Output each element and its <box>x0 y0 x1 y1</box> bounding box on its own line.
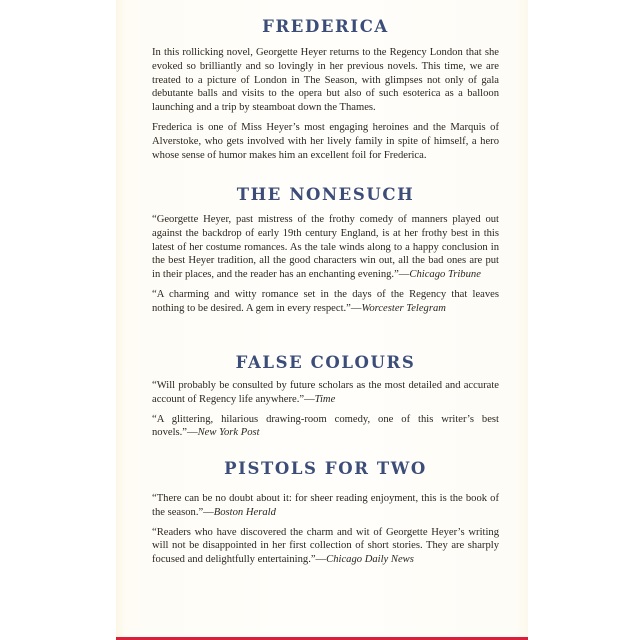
section-title-false-colours: FALSE COLOURS <box>235 353 416 372</box>
quote-source: Boston Herald <box>213 506 276 518</box>
section-body-frederica <box>152 46 499 168</box>
quote-text: “Georgette Heyer, past mistress of the frothy comedy of manners played out against the backdrop of early 19th century England, is at her frothy best in this latest of her costume romances. As the tale winds along to a happy conclusion in the best Heyer tradition, all the good characters win out, all the bad ones are put in their places, and the reader has an enchanting evening.”— <box>152 214 499 281</box>
review-quote <box>152 492 499 520</box>
section-title-pistols-for-two: PISTOLS FOR TWO <box>224 459 427 478</box>
quote-text: “There can be no doubt about it: for sheer reading enjoyment, this is the book of the season.”— <box>152 493 499 518</box>
quote-text: “Will probably be consulted by future scholars as the most detailed and accurate account of Regency life anywhere.”— <box>152 380 499 405</box>
description-paragraph <box>152 46 499 115</box>
description-paragraph <box>152 121 499 162</box>
section-body-false-colours <box>152 379 499 446</box>
paragraph-text: In this rollicking novel, Georgette Heyer returns to the Regency London that she evoked so brilliantly and so lovingly in her previous novels. This time, we are treated to a picture of London in The Season, with glimpses not only of gala debutante balls and visits to the opera but also of such esoterica as a balloon launching and a trip by steamboat down the Thames. <box>152 47 499 114</box>
section-body-pistols-for-two <box>152 492 499 573</box>
quote-source: Worcester Telegram <box>361 302 446 314</box>
quote-source: Time <box>314 393 336 405</box>
quote-source: Chicago Daily News <box>326 554 414 566</box>
paragraph-text: Frederica is one of Miss Heyer’s most engaging heroines and the Marquis of Alverstoke, who gets involved with her lively family in spite of himself, a hero whose sense of humor makes him an excellent foil for Frederica. <box>152 121 499 161</box>
section-title-the-nonesuch: THE NONESUCH <box>236 185 415 204</box>
section-title-frederica: FREDERICA <box>262 17 389 36</box>
review-quote <box>152 213 499 282</box>
section-body-the-nonesuch <box>152 213 499 322</box>
quote-source: New York Post <box>197 427 260 439</box>
review-quote <box>152 288 499 316</box>
review-quote <box>152 379 499 407</box>
quote-text: “Readers who have discovered the charm and wit of Georgette Heyer’s writing will not be disappointed in her first collection of short stories. They are sharply focused and delightfully entertaining.”— <box>152 526 499 566</box>
review-quote <box>152 526 499 567</box>
review-quote <box>152 413 499 441</box>
quote-text: “A glittering, hilarious drawing-room comedy, one of this writer’s best novels.”— <box>152 413 499 439</box>
book-jacket-page <box>116 0 528 640</box>
quote-source: Chicago Tribune <box>409 269 481 281</box>
quote-text: “A charming and witty romance set in the days of the Regency that leaves nothing to be desired. A gem in every respect.”— <box>152 288 499 314</box>
